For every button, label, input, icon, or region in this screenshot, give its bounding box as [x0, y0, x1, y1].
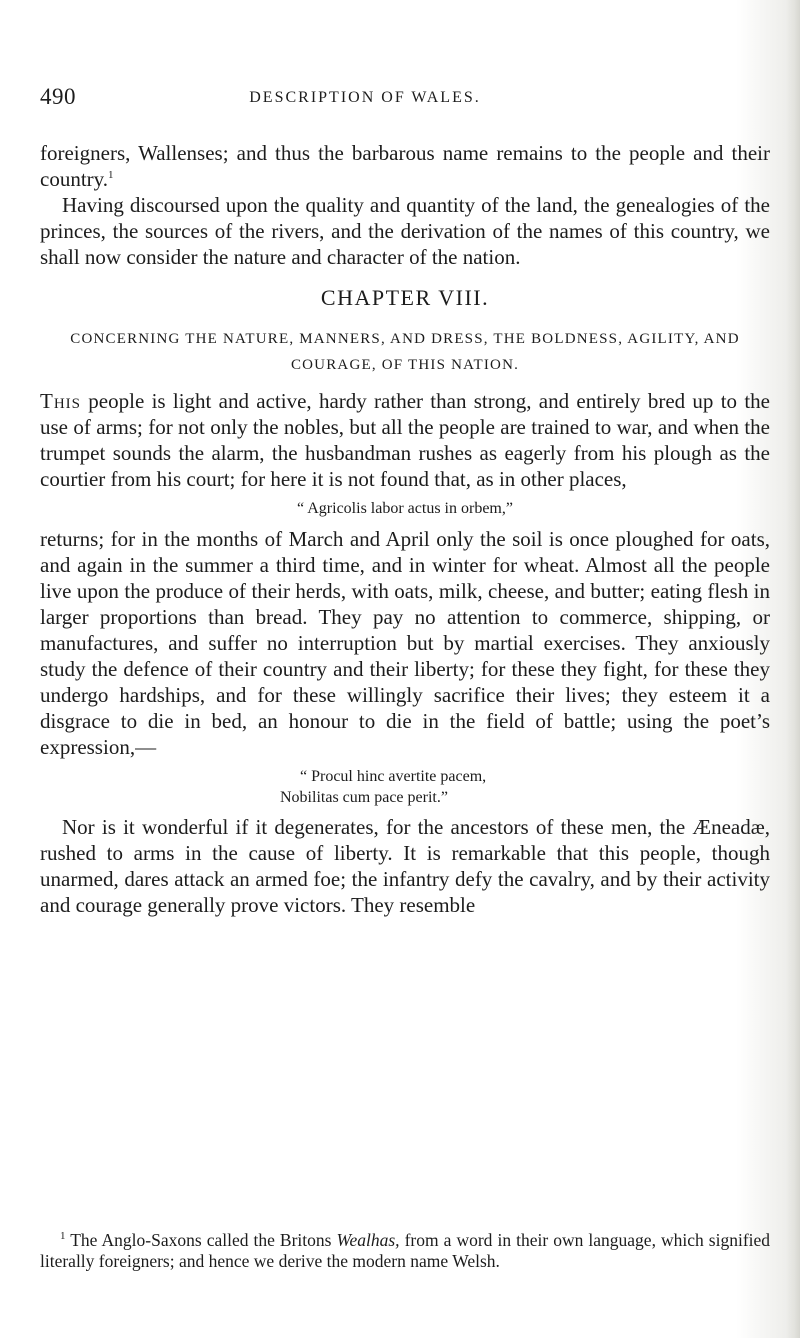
paragraph-closing: Nor is it wonderful if it degenerates, for the ancestors of these men, the Æneadæ, rushed to arms in the cause of liberty. It is remarkable that this people, though unarmed, dares attack an armed foe; the infantry defy the cavalry, and by their activity and courage generally prove victors. They resemble [40, 815, 770, 917]
footnote [40, 1230, 770, 1272]
footnote-reference: 1 [108, 169, 114, 181]
paragraph-continued [40, 140, 770, 192]
opening-word: This [40, 389, 81, 413]
paragraph-chapter-opening [40, 388, 770, 492]
chapter-subtitle: CONCERNING THE NATURE, MANNERS, AND DRESS, THE BOLDNESS, AGILITY, AND COURAGE, OF THIS NATION. [70, 331, 740, 373]
running-head [40, 84, 760, 118]
paragraph-text: foreigners, Wallenses; and thus the barbarous name remains to the people and their country. [40, 141, 770, 191]
verse-line: “ Procul hinc avertite pacem, [300, 768, 487, 785]
footnote-marker: 1 [60, 1230, 66, 1243]
running-title: DESCRIPTION OF WALES. [249, 89, 481, 106]
page-edge-shadow [786, 0, 800, 1338]
paragraph-main: returns; for in the months of March and April only the soil is once ploughed for oats, and again in the summer a third time, and in winter for wheat. Almost all the people live upon the produce of their herds, with oats, milk, cheese, and butter; eating flesh in larger proportions than bread. They pay no attention to commerce, shipping, or manufactures, and suffer no interruption but by martial exercises. They anxiously study the defence of their country and their liberty; for these they fight, for these they undergo hardships, and for these willingly sacrifice their lives; they esteem it a disgrace to die in bed, an honour to die in the field of battle; using the poet’s expression,— [40, 527, 770, 759]
body-text [40, 140, 770, 918]
footnote-emphasis: Wealhas, [336, 1230, 400, 1250]
paragraph-intro: Having discoursed upon the quality and quantity of the land, the genealogies of the princes, the sources of the rivers, and the derivation of the names of this country, we shall now consider the nature and character of the nation. [40, 193, 770, 269]
page-number: 490 [40, 84, 76, 109]
verse-line: Nobilitas cum pace perit.” [280, 789, 448, 806]
latin-quotation: “ Agricolis labor actus in orbem,” [297, 500, 513, 517]
chapter-title: CHAPTER VIII. [320, 285, 490, 310]
verse-quotation [280, 766, 770, 808]
footnote-text: The Anglo-Saxons called the Britons [70, 1230, 332, 1250]
paragraph-text: people is light and active, hardy rather than strong, and entirely bred up to the use of arms; for not only the nobles, but all the people are trained to war, and when the trumpet sounds the alarm, the husbandman rushes as eagerly from his plough as the courtier from his court; for here it is not found that, as in other places, [40, 389, 770, 491]
footnote-text: from a word in their own language, which signified literally foreigners; and hence we derive the modern name Welsh. [40, 1230, 771, 1271]
